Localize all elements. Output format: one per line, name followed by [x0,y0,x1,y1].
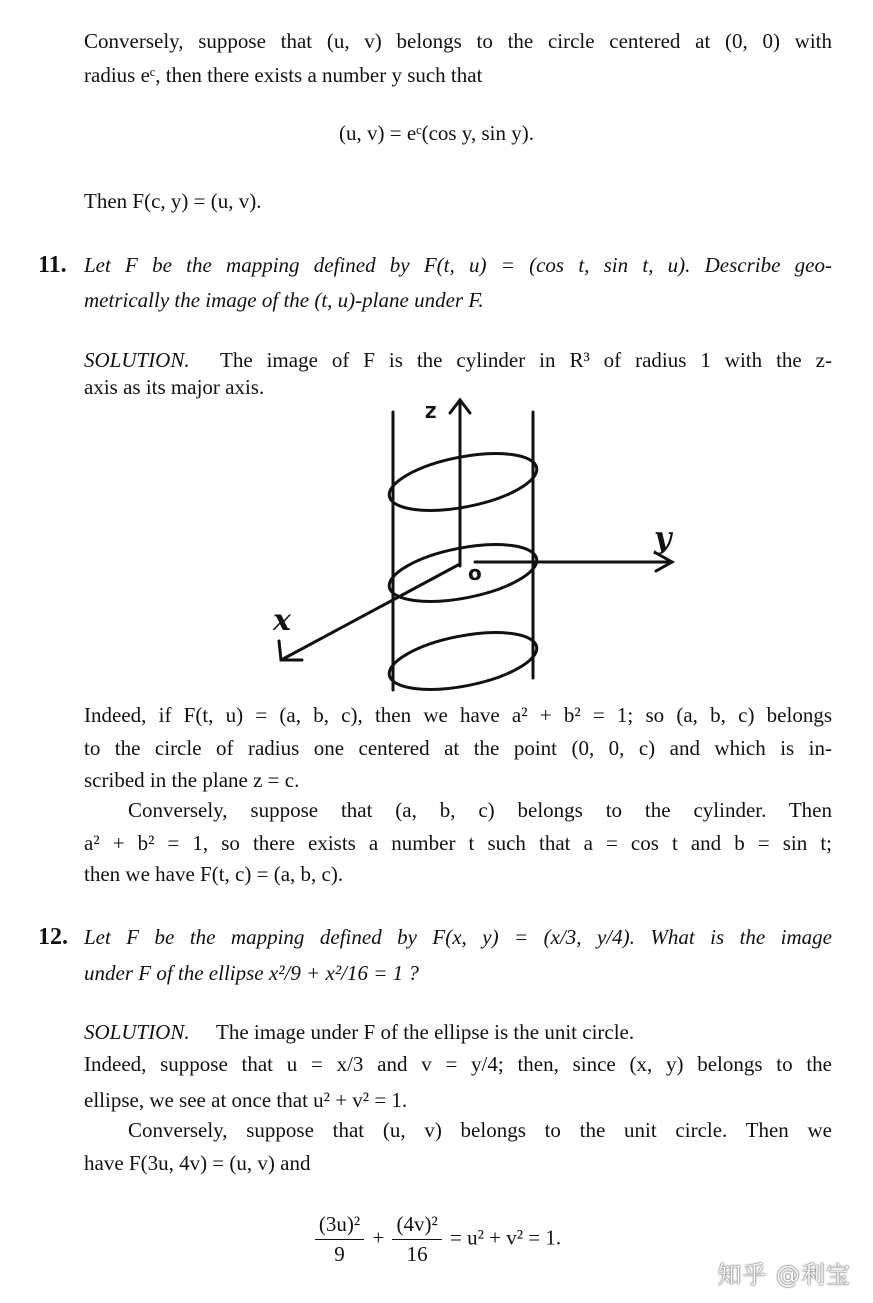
proof-12-line-3: Conversely, suppose that (u, v) belongs to the unit circle. Then we [128,1118,832,1142]
proof-11-line-4: Conversely, suppose that (a, b, c) belongs to the cylinder. Then [128,798,832,822]
solution-11-line-1: The image of F is the cylinder in R³ of radius 1 with the z- [220,348,832,372]
fraction-3u [315,1212,364,1267]
problem-11-number: 11. [38,252,67,278]
equation-tail: = u² + v² = 1. [450,1225,562,1250]
conversely-line-1: Conversely, suppose that (u, v) belongs to the circle centered at (0, 0) with [84,29,832,53]
solution-12-label: SOLUTION. [84,1020,190,1044]
solution-11-label: SOLUTION. [84,348,190,372]
watermark: 知乎 @利宝 [717,1261,851,1289]
proof-12-line-4: have F(3u, 4v) = (u, v) and [84,1151,311,1175]
fraction-4v [392,1212,441,1267]
top-circle [385,443,542,521]
fraction-4v-numerator: (4v)² [392,1212,441,1240]
fraction-3u-denominator: 9 [334,1242,345,1266]
problem-12-statement-2: under F of the ellipse x²/9 + x²/16 = 1 ? [84,961,419,985]
proof-11-line-3: scribed in the plane z = c. [84,768,300,792]
origin-label: o [468,561,482,585]
bottom-circle [385,622,542,700]
problem-11-statement-1: Let F be the mapping defined by F(t, u) = (cos t, sin t, u). Describe geo- [84,253,832,277]
problem-12-statement-1: Let F be the mapping defined by F(x, y) = (x/3, y/4). What is the image [84,925,832,949]
x-axis-label: x [273,603,291,638]
solution-11-line-2: axis as its major axis. [84,375,265,399]
middle-circle [385,534,542,612]
proof-11-line-5: a² + b² = 1, so there exists a number t such that a = cos t and b = sin t; [84,831,832,855]
y-axis-label: y [654,521,672,556]
proof-11-line-1: Indeed, if F(t, u) = (a, b, c), then we have a² + b² = 1; so (a, b, c) belongs [84,703,832,727]
proof-12-line-1: Indeed, suppose that u = x/3 and v = y/4; then, since (x, y) belongs to the [84,1052,832,1076]
fraction-3u-numerator: (3u)² [315,1212,364,1240]
equation-uv: (u, v) = eᶜ(cos y, sin y). [339,121,534,145]
problem-12-number: 12. [38,924,68,950]
then-line: Then F(c, y) = (u, v). [84,189,262,213]
solution-12-line-1: The image under F of the ellipse is the unit circle. [216,1020,635,1044]
fraction-4v-denominator: 16 [406,1242,428,1266]
problem-11-statement-2: metrically the image of the (t, u)-plane under F. [84,288,484,312]
x-axis [283,565,458,659]
proof-11-line-6: then we have F(t, c) = (a, b, c). [84,862,344,886]
conversely-line-2: radius eᶜ, then there exists a number y such that [84,63,483,87]
proof-11-line-2: to the circle of radius one centered at the point (0, 0, c) and which is in- [84,736,832,760]
proof-12-line-2: ellipse, we see at once that u² + v² = 1. [84,1088,408,1112]
z-axis-label: z [424,399,438,424]
plus-sign: + [372,1225,385,1250]
